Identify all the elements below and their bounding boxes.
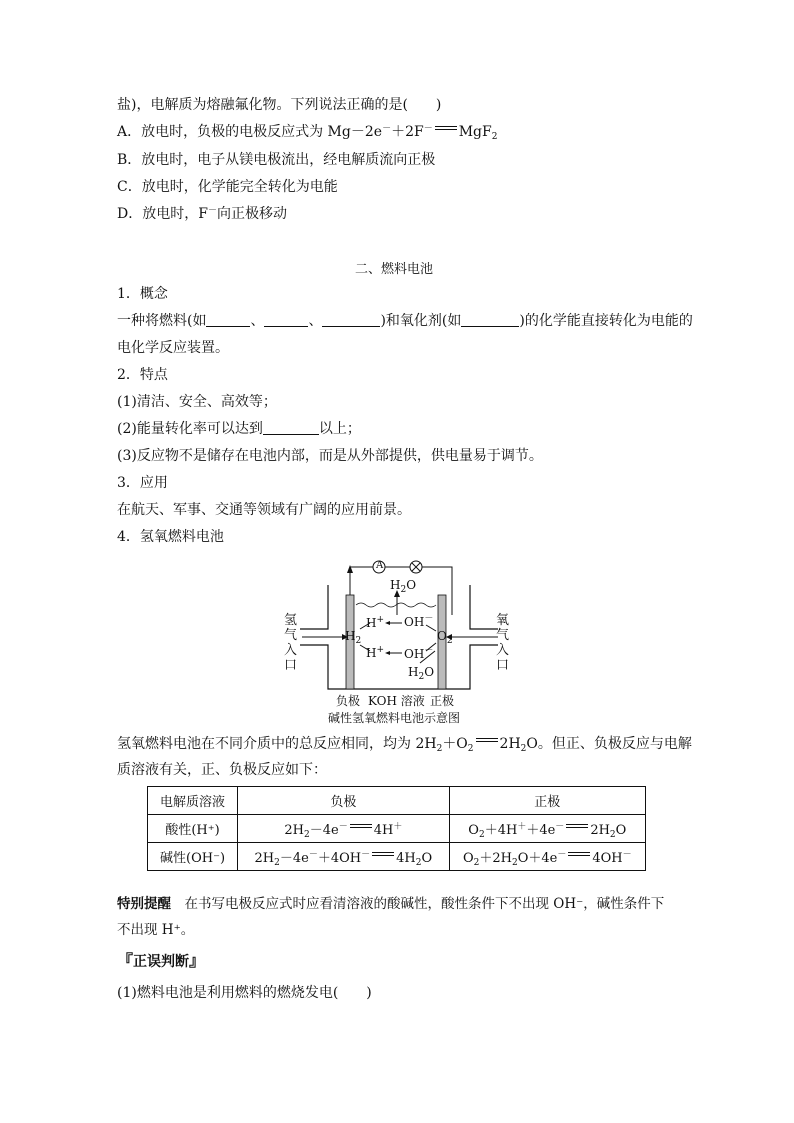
judge-item-1[interactable]: (1)燃料电池是利用燃料的燃烧发电( ): [117, 985, 372, 1001]
section-title: 二、燃料电池: [355, 262, 434, 277]
table-header: 正极: [449, 787, 645, 815]
hydrogen-inlet-label: 氢 气 入 口: [284, 613, 298, 673]
option-a[interactable]: A．放电时，负极的电极反应式为 Mg－2e－＋2F－ MgF$_2$: [117, 124, 498, 142]
heading-features: 2．特点: [117, 367, 168, 383]
label-negative: 负极: [336, 694, 361, 708]
special-tip-line-2: 不出现 H⁺。: [117, 922, 195, 938]
label-h2o-top: $H_2O$: [390, 578, 417, 595]
table-row: [148, 843, 646, 871]
heading-hydrogen-cell: 4．氢氧燃料电池: [117, 529, 224, 545]
blank-oxidant[interactable]: [461, 312, 519, 327]
feature-3: (3)反应物不是储存在电池内部，而是从外部提供，供电量易于调节。: [117, 448, 543, 464]
table-cell: $2H_2-4e^-$ 4H＋: [238, 815, 450, 843]
question-stem: 盐)，电解质为熔融氟化物。下列说法正确的是( ): [117, 97, 442, 113]
oxygen-inlet-label: 氧 气 入 口: [496, 613, 510, 673]
heading-application: 3．应用: [117, 475, 168, 491]
table-cell: $O_2+2H_2O+4e^-$ 4OH－: [449, 843, 645, 871]
feature-1: (1)清洁、安全、高效等；: [117, 394, 277, 410]
ammeter-label: A: [376, 560, 384, 571]
overall-line-1: 氢氧燃料电池在不同介质中的总反应相同，均为 $2H_2+O_2$ $2H_2O$。但正、负极反应与电解: [117, 736, 692, 754]
fuel-cell-svg: [280, 555, 520, 695]
label-h2: $H_2$: [345, 629, 362, 646]
blank-fuel-2[interactable]: [264, 312, 308, 327]
application-text: 在航天、军事、交通等领域有广阔的应用前景。: [117, 502, 411, 518]
table-cell: $2H_2-4e^-+4OH^-$ $4H_2O$: [238, 843, 450, 871]
label-oh-2: OH－: [404, 646, 434, 661]
overall-line-2: 质溶液有关，正、负极反应如下：: [117, 762, 327, 778]
blank-fuel-3[interactable]: [322, 312, 380, 327]
equals-sign: [433, 124, 459, 134]
table-cell: 酸性(H⁺): [148, 815, 238, 843]
label-h2o-bottom: $H_2O$: [408, 665, 435, 682]
fuel-cell-diagram: [280, 555, 520, 725]
electrode-table: [147, 786, 646, 871]
blank-efficiency[interactable]: [263, 420, 319, 435]
label-o2: $O_2$: [437, 629, 453, 646]
label-koh: KOH 溶液: [368, 694, 425, 708]
option-c[interactable]: C．放电时，化学能完全转化为电能: [117, 179, 338, 195]
table-header-row: [148, 787, 646, 815]
option-d[interactable]: D．放电时，F－向正极移动: [117, 206, 287, 222]
judge-heading: 『正误判断』: [117, 951, 206, 970]
special-tip: 特别提醒 在书写电极反应式时应看清溶液的酸碱性，酸性条件下不出现 OH⁻，碱性条件下: [117, 896, 665, 912]
diagram-caption: 碱性氢氧燃料电池示意图: [328, 711, 461, 725]
label-h-ion-1: H+: [366, 615, 385, 630]
table-header: 电解质溶液: [148, 787, 238, 815]
table-cell: $O_2+4H^++4e^-$ $2H_2O$: [449, 815, 645, 843]
blank-fuel-1[interactable]: [206, 312, 250, 327]
concept-line-2: 电化学反应装置。: [117, 340, 229, 356]
concept-line-1: 一种将燃料(如 、 、 )和氧化剂(如 )的化学能直接转化为电能的: [117, 313, 693, 329]
table-header: 负极: [238, 787, 450, 815]
label-positive: 正极: [430, 694, 455, 708]
option-b[interactable]: B．放电时，电子从镁电极流出，经电解质流向正极: [117, 152, 436, 168]
table-row: [148, 815, 646, 843]
label-h-ion-2: H+: [366, 645, 385, 660]
label-oh-1: OH－: [404, 614, 434, 629]
feature-2: (2)能量转化率可以达到 以上；: [117, 421, 361, 437]
table-cell: 碱性(OH⁻): [148, 843, 238, 871]
heading-concept: 1．概念: [117, 286, 168, 302]
